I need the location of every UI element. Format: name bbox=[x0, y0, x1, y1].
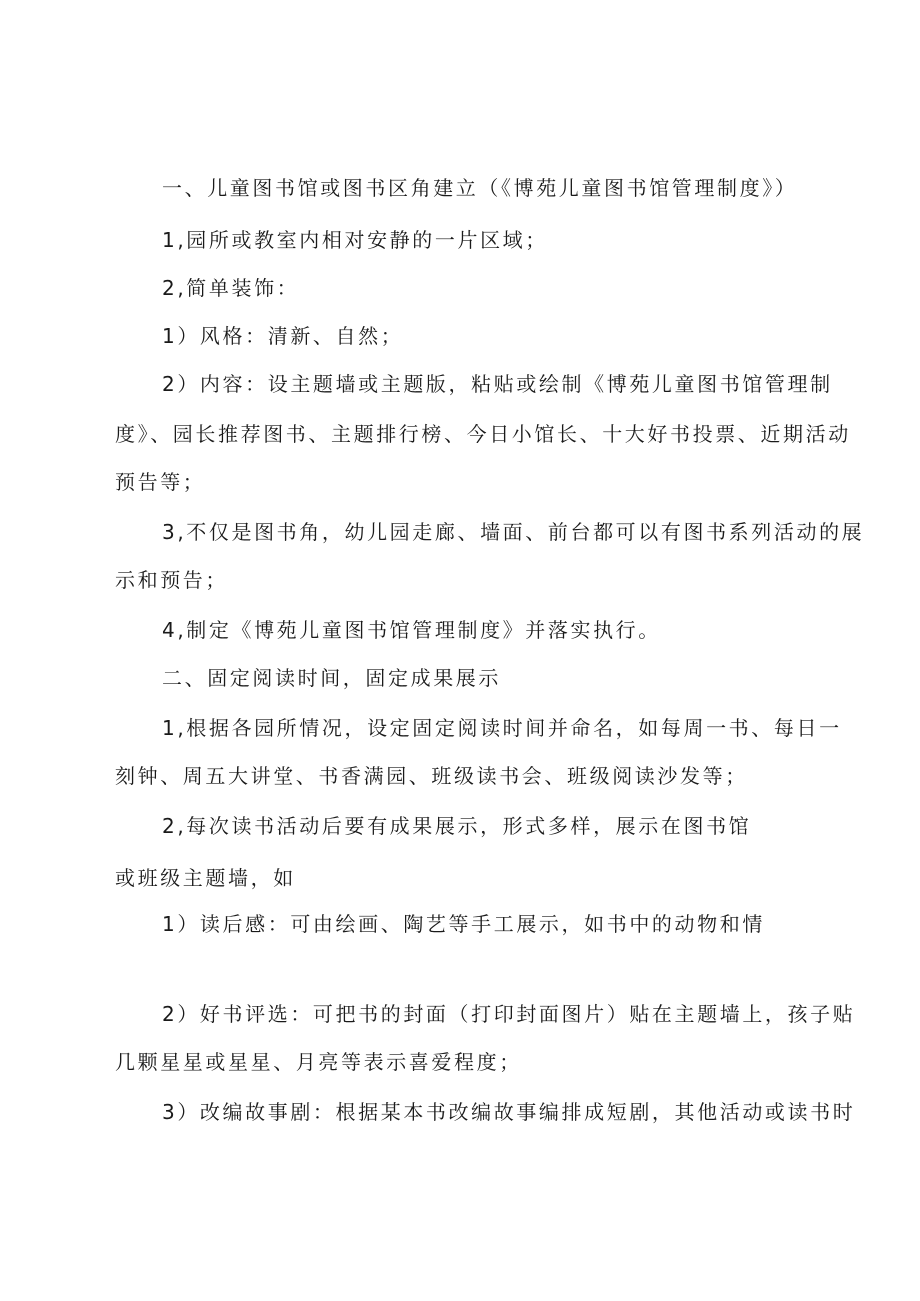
paragraph-line: 2,简单装饰： bbox=[162, 276, 300, 300]
paragraph-line: 1）读后感：可由绘画、陶艺等手工展示，如书中的动物和情 bbox=[162, 912, 765, 936]
section-heading-1: 一、儿童图书馆或图书区角建立（《博苑儿童图书馆管理制度》） bbox=[162, 176, 798, 200]
paragraph-line: 或班级主题墙，如 bbox=[115, 866, 296, 890]
paragraph-line: 1,根据各园所情况，设定固定阅读时间并命名，如每周一书、每日一 bbox=[162, 716, 842, 740]
paragraph-line: 1）风格：清新、自然； bbox=[162, 324, 404, 348]
paragraph-line: 3）改编故事剧：根据某本书改编故事编排成短剧，其他活动或读书时 bbox=[162, 1100, 856, 1124]
paragraph-line: 示和预告； bbox=[115, 568, 228, 592]
paragraph-line: 2）好书评选：可把书的封面（打印封面图片）贴在主题墙上，孩子贴 bbox=[162, 1002, 856, 1026]
paragraph-line: 刻钟、周五大讲堂、书香满园、班级读书会、班级阅读沙发等； bbox=[115, 764, 748, 788]
section-heading-2: 二、固定阅读时间，固定成果展示 bbox=[162, 666, 501, 690]
paragraph-line: 4,制定《博苑儿童图书馆管理制度》并落实执行。 bbox=[162, 618, 661, 642]
paragraph-line: 2,每次读书活动后要有成果展示，形式多样，展示在图书馆 bbox=[162, 814, 752, 838]
paragraph-line: 度》、园长推荐图书、主题排行榜、今日小馆长、十大好书投票、近期活动 bbox=[115, 422, 851, 446]
paragraph-line: 3,不仅是图书角，幼儿园走廊、墙面、前台都可以有图书系列活动的展 bbox=[162, 520, 865, 544]
paragraph-line: 预告等； bbox=[115, 470, 206, 494]
paragraph-line: 2）内容：设主题墙或主题版，粘贴或绘制《博苑儿童图书馆管理制 bbox=[162, 372, 833, 396]
paragraph-line: 几颗星星或星星、月亮等表示喜爱程度； bbox=[115, 1050, 522, 1074]
paragraph-line: 1,园所或教室内相对安静的一片区域； bbox=[162, 228, 548, 252]
